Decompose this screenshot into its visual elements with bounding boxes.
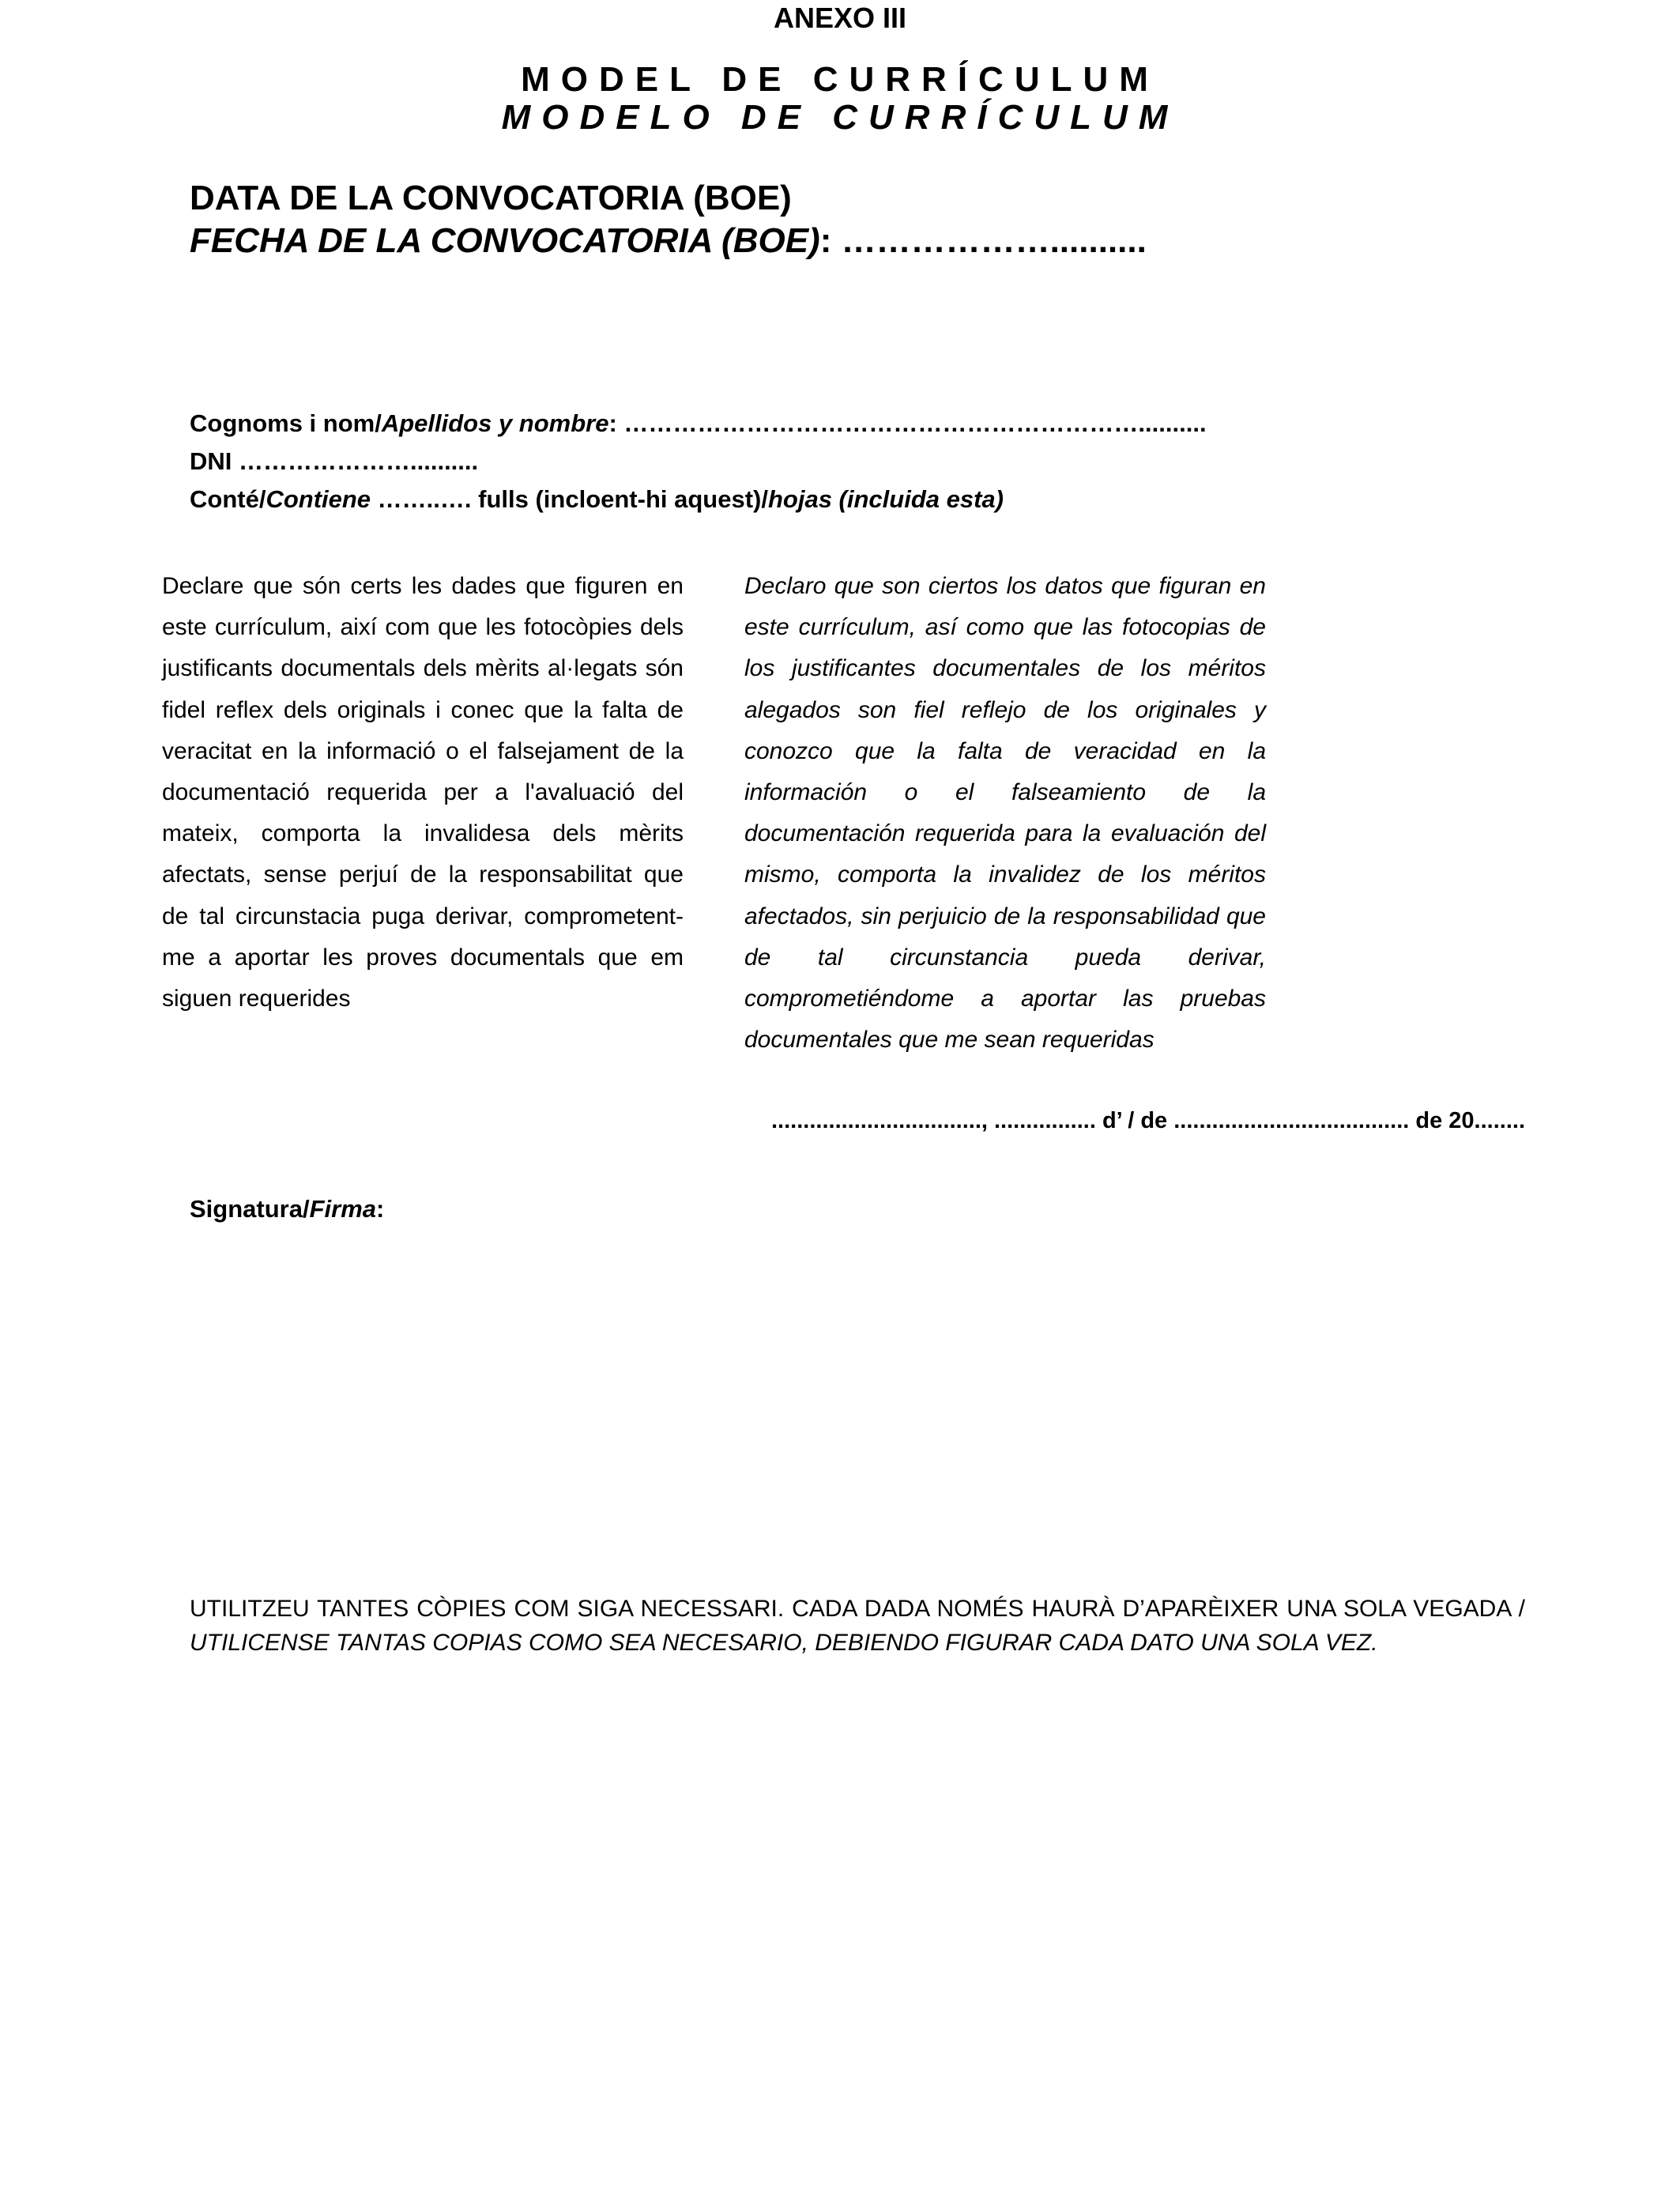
signature-label-catalan: Signatura/ — [190, 1195, 310, 1223]
title-spanish: MODELO DE CURRÍCULUM — [501, 98, 1179, 137]
name-blank[interactable]: : ……………………………………………………….......... — [608, 409, 1207, 437]
place-date-line[interactable]: ................................., ................ d’ / de ..................................... de 20........ — [771, 1108, 1525, 1133]
convocatoria-label-catalan: DATA DE LA CONVOCATORIA (BOE) — [190, 179, 792, 217]
convocatoria-label-spanish: FECHA DE LA CONVOCATORIA (BOE) — [190, 221, 820, 260]
annex-label: ANEXO III — [773, 2, 907, 34]
convocatoria-line-spanish — [190, 221, 1147, 261]
page-count-note-spanish: hojas (incluida esta) — [767, 485, 1004, 513]
signature-label — [190, 1195, 384, 1223]
declaration-spanish: Declaro que son ciertos los datos que figuran en este currículum, así como que las fotocopias de los justificantes documentales de los méritos alegados son fiel reflejo de los originales y conozco que la falta de veracidad en la información o el falseamiento de la documentación requerida para la evaluación del mismo, comporta la invalidez de los méritos afectados, sin perjuicio de la responsabilidad que de tal circunstancia pueda derivar, comprometiéndome a aportar las pruebas documentales que me sean requeridas — [744, 573, 1266, 1054]
declaration-catalan: Declare que són certs les dades que figuren en este currículum, així com que les fotocòpies dels justificants documentals dels mèrits al·legats són fidel reflex dels originals i conec que la falta de veracitat en la informació o el falsejament de la documentació requerida per a l'avaluació del mateix, comporta la invalidesa dels mèrits afectats, sense perjuí de la responsabilitat que de tal circunstacia puga derivar, comprometent-me a aportar les proves documentals que em siguen requerides — [162, 573, 684, 1012]
contains-label-spanish: Contiene — [266, 485, 371, 513]
name-label-catalan: Cognoms i nom/ — [190, 409, 382, 437]
footer-note-spanish: UTILICENSE TANTAS COPIAS COMO SEA NECESARIO, DEBIENDO FIGURAR CADA DATO UNA SOLA VEZ. — [190, 1630, 1378, 1656]
signature-colon: : — [376, 1195, 385, 1223]
footer-note-catalan: UTILITZEU TANTES CÒPIES COM SIGA NECESSARI. CADA DADA NOMÉS HAURÀ D’APARÈIXER UNA SOLA VEGADA / — [190, 1596, 1525, 1622]
footer-note — [190, 1592, 1525, 1660]
page-count-blank[interactable]: ……..…. fulls (incloent-hi aquest)/ — [371, 485, 768, 513]
contains-label-catalan: Conté/ — [190, 485, 266, 513]
name-field — [190, 409, 1207, 438]
signature-label-spanish: Firma — [309, 1195, 377, 1223]
convocatoria-date-blank[interactable]: : ……………….......... — [819, 221, 1147, 260]
title-catalan: MODEL DE CURRÍCULUM — [521, 60, 1159, 99]
dni-field[interactable]: DNI ………………….......... — [190, 447, 479, 475]
name-label-spanish: Apellidos y nombre — [381, 409, 609, 437]
page-count-field — [190, 485, 1004, 514]
